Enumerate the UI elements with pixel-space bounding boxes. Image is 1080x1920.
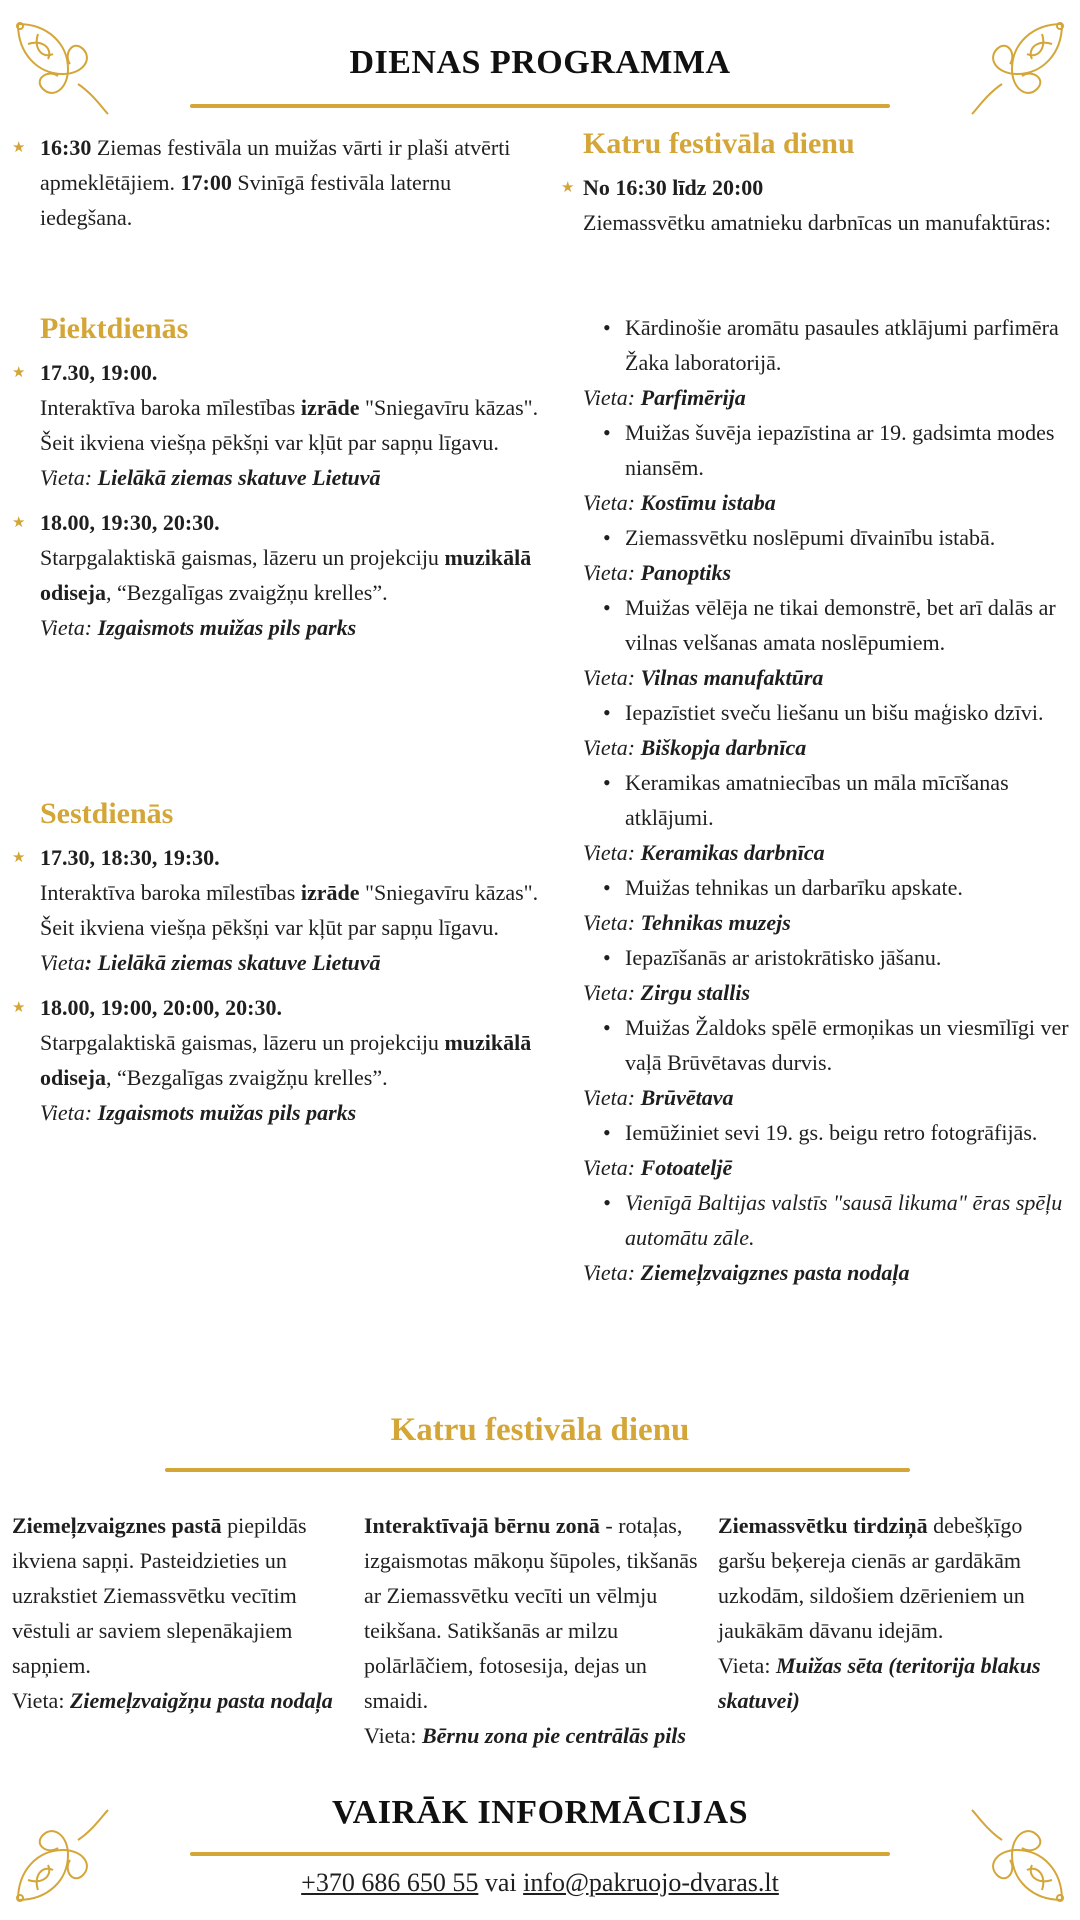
location-label: Vieta: <box>12 1688 70 1713</box>
daily-time: No 16:30 līdz 20:00 <box>583 175 764 200</box>
workshop-item: • Vienīgā Baltijas valstīs "sausā likuma" ēras spēļu automātu zāle. <box>625 1185 1073 1255</box>
location-label: Vieta: <box>583 1155 641 1180</box>
workshop-item: • Muižas tehnikas un darbarīku apskate. <box>625 870 1073 905</box>
event-item <box>12 505 560 645</box>
location-label: Vieta: <box>583 1260 641 1285</box>
location-value: Brūvētava <box>640 1085 734 1110</box>
footer-divider <box>190 1852 890 1856</box>
workshop-location <box>583 1080 1073 1115</box>
workshop-item: • Muižas šuvēja iepazīstina ar 19. gadsimta modes niansēm. <box>625 415 1073 485</box>
location-value: Muižas sēta (teritorija blakus skatuvei) <box>718 1653 1041 1713</box>
location-value: Parfimērija <box>640 385 746 410</box>
location-value: Panoptiks <box>640 560 732 585</box>
event-times: 18.00, 19:30, 20:30. <box>40 510 220 535</box>
workshop-item: • Muižas Žaldoks spēlē ermoņikas un viesmīlīgi ver vaļā Brūvētavas durvis. <box>625 1010 1073 1080</box>
workshop-location <box>583 380 1073 415</box>
daily-intro-text: Ziemassvētku amatnieku darbnīcas un manufaktūras: <box>583 210 1051 235</box>
column-text: debešķīgo garšu beķereja cienās ar gardākām uzkodām, sildošiem dzērieniem un jaukākām dāvanu idejām. <box>718 1513 1025 1643</box>
phone-link[interactable]: +370 686 650 55 <box>301 1868 479 1897</box>
event-text-tail: "Sniegavīru kāzas". Šeit ikviena viešņa pēkšņi var kļūt par sapņu līgavu. <box>40 880 539 940</box>
left-column <box>12 130 540 235</box>
location-label: Vieta: <box>583 385 641 410</box>
contact-line <box>0 1868 1080 1898</box>
star-icon: ★ <box>12 140 26 156</box>
workshop-location <box>583 660 1073 695</box>
footer-title: VAIRĀK INFORMĀCIJAS <box>332 1794 748 1831</box>
event-text-tail: "Sniegavīru kāzas". Šeit ikviena viešņa pēkšņi var kļūt par sapņu līgavu. <box>40 395 539 455</box>
daily-time-item <box>561 170 1063 205</box>
location-label: Vieta: <box>40 615 98 640</box>
location-label: Vieta: <box>583 910 641 935</box>
workshop-item: • Keramikas amatniecības un māla mīcīšanas atklājumi. <box>625 765 1073 835</box>
workshop-item: • Kārdinošie aromātu pasaules atklājumi parfimēra Žaka laboratorijā. <box>625 310 1073 380</box>
event-text: Starpgalaktiskā gaismas, lāzeru un projekciju <box>40 1030 445 1055</box>
star-icon: ★ <box>12 365 26 381</box>
workshop-location <box>583 905 1073 940</box>
location-label: Vieta: <box>583 1085 641 1110</box>
event-text: Starpgalaktiskā gaismas, lāzeru un projekciju <box>40 545 445 570</box>
title-divider <box>190 104 890 108</box>
page-title: DIENAS PROGRAMMA <box>349 44 731 81</box>
friday-heading: Piektdienās <box>40 312 189 345</box>
saturday-events <box>12 840 560 1130</box>
market-column <box>718 1508 1068 1718</box>
saturday-heading: Sestdienās <box>40 797 174 830</box>
star-icon: ★ <box>561 180 575 196</box>
event-text-tail: , “Bezgalīgas zvaigžņu krelles”. <box>106 580 388 605</box>
location-value: Tehnikas muzejs <box>640 910 791 935</box>
event-bold: muzikālā odiseja <box>40 1030 532 1090</box>
event-item <box>12 840 560 980</box>
location-value: Kostīmu istaba <box>640 490 776 515</box>
location-label: Vieta: <box>718 1653 776 1678</box>
workshop-location <box>583 1150 1073 1185</box>
star-icon: ★ <box>12 515 26 531</box>
event-text: Interaktīva baroka mīlestības <box>40 880 301 905</box>
event-location <box>40 615 356 640</box>
intro-text: Ziemas festivāla un muižas vārti ir plaši atvērti apmeklētājiem. <box>40 135 511 195</box>
location-label: Vieta: <box>40 465 98 490</box>
star-icon: ★ <box>12 1000 26 1016</box>
location-label: Vieta: <box>583 490 641 515</box>
event-text-tail: , “Bezgalīgas zvaigžņu krelles”. <box>106 1065 388 1090</box>
event-item <box>12 355 560 495</box>
workshop-location <box>583 1255 1073 1290</box>
location-label: Vieta: <box>583 840 641 865</box>
column-text: - rotaļas, izgaismotas mākoņu šūpoles, tikšanās ar Ziemassvētku vecīti un vēlmju teikšana. Satikšanās ar milzu polārlāčiem, fotosesija, dejas un smaidi. <box>364 1513 698 1713</box>
workshop-item: • Iepazīstiet sveču liešanu un bišu maģisko dzīvi. <box>625 695 1073 730</box>
event-times: 17.30, 18:30, 19:30. <box>40 845 220 870</box>
location-value: Zirgu stallis <box>640 980 751 1005</box>
location-value: Ziemeļzvaigžņu pasta nodaļa <box>69 1688 333 1713</box>
workshop-location <box>583 555 1073 590</box>
location-value: Keramikas darbnīca <box>640 840 825 865</box>
intro-item <box>12 130 540 235</box>
event-text: Interaktīva baroka mīlestības <box>40 395 301 420</box>
event-bold: izrāde <box>300 880 360 905</box>
location-label: Vieta: <box>583 980 641 1005</box>
event-bold: izrāde <box>300 395 360 420</box>
bottom-heading: Katru festivāla dienu <box>390 1412 690 1448</box>
location-label: Vieta <box>40 950 85 975</box>
event-location <box>40 465 381 490</box>
location-value: : Lielākā ziemas skatuve Lietuvā <box>84 950 381 975</box>
column-bold: Interaktīvajā bērnu zonā <box>364 1513 600 1538</box>
location-value: Izgaismots muižas pils parks <box>97 1100 357 1125</box>
location-label: Vieta: <box>364 1723 422 1748</box>
column-text: piepildās ikviena sapņi. Pasteidzieties un uzrakstiet Ziemassvētku vecītim vēstuli ar saviem slepenākajiem sapņiem. <box>12 1513 307 1678</box>
location-value: Izgaismots muižas pils parks <box>97 615 357 640</box>
bottom-divider <box>165 1468 910 1472</box>
intro-time: 16:30 <box>40 135 92 160</box>
workshop-item: • Muižas vēlēja ne tikai demonstrē, bet arī dalās ar vilnas velšanas amata noslēpumiem. <box>625 590 1073 660</box>
post-office-column <box>12 1508 352 1718</box>
workshop-item: • Iemūžiniet sevi 19. gs. beigu retro fotogrāfijās. <box>625 1115 1073 1150</box>
contact-separator: vai <box>478 1868 524 1897</box>
location-label: Vieta: <box>583 665 641 690</box>
location-value: Vilnas manufaktūra <box>640 665 824 690</box>
location-value: Ziemeļzvaigznes pasta nodaļa <box>640 1260 910 1285</box>
event-location <box>40 950 381 975</box>
workshop-item: • Iepazīšanās ar aristokrātisko jāšanu. <box>625 940 1073 975</box>
event-bold: muzikālā odiseja <box>40 545 532 605</box>
star-icon: ★ <box>12 850 26 866</box>
right-intro <box>561 170 1063 240</box>
workshop-location <box>583 975 1073 1010</box>
event-item <box>12 990 560 1130</box>
location-label: Vieta: <box>40 1100 98 1125</box>
intro-text-2: Svinīgā festivāla laternu iedegšana. <box>40 170 452 230</box>
email-link[interactable]: info@pakruojo-dvaras.lt <box>523 1868 779 1897</box>
friday-events <box>12 355 560 645</box>
location-value: Fotoateljē <box>640 1155 733 1180</box>
workshop-list <box>583 310 1073 1290</box>
workshop-location <box>583 485 1073 520</box>
location-label: Vieta: <box>583 560 641 585</box>
location-label: Vieta: <box>583 735 641 760</box>
location-value: Lielākā ziemas skatuve Lietuvā <box>97 465 381 490</box>
workshop-location <box>583 835 1073 870</box>
workshop-location <box>583 730 1073 765</box>
column-bold: Ziemassvētku tirdziņā <box>718 1513 928 1538</box>
column-bold: Ziemeļzvaigznes pastā <box>12 1513 222 1538</box>
right-heading: Katru festivāla dienu <box>583 127 855 160</box>
intro-time-2: 17:00 <box>180 170 232 195</box>
location-value: Bērnu zona pie centrālās pils <box>421 1723 686 1748</box>
location-value: Biškopja darbnīca <box>640 735 807 760</box>
event-times: 18.00, 19:00, 20:00, 20:30. <box>40 995 282 1020</box>
workshop-item: • Ziemassvētku noslēpumi dīvainību istabā. <box>625 520 1073 555</box>
event-times: 17.30, 19:00. <box>40 360 158 385</box>
kids-zone-column <box>364 1508 712 1753</box>
event-location <box>40 1100 356 1125</box>
